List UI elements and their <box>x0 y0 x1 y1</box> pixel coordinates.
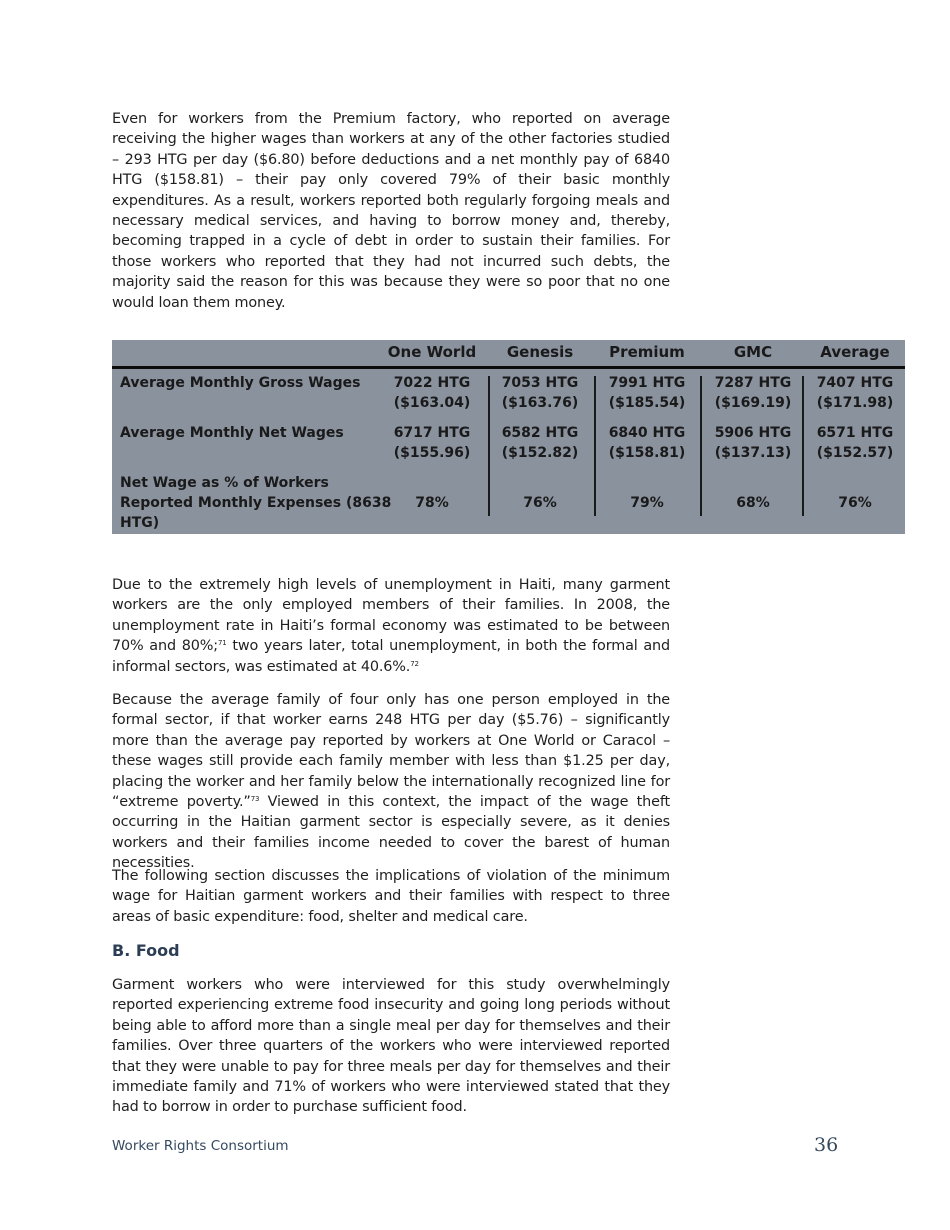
footer-organization: Worker Rights Consortium <box>112 1138 289 1154</box>
paragraph-section-intro: The following section discusses the implications of violation of the minimum wage for Haitian garment workers and their families with respect to three areas of basic expenditure: food, shelter and medical care. <box>112 868 670 925</box>
table-header-genesis: Genesis <box>506 343 574 361</box>
paragraph-family-income <box>112 690 670 874</box>
footnote-ref[interactable]: 73 <box>250 795 260 804</box>
section-heading-food: B. Food <box>112 941 180 960</box>
table-cell: 68% <box>736 495 770 511</box>
table-cell: 7287 HTG ($169.19) <box>714 375 792 411</box>
table-header-one-world: One World <box>387 343 477 361</box>
table-cell: 7407 HTG ($171.98) <box>816 375 894 411</box>
paragraph-text: Viewed in this context, the impact of the wage theft occurring in the Haitian garment sector is especially severe, as it denies workers and their families income needed to cover the barest of human necessities. <box>112 794 670 872</box>
table-cell: 6571 HTG ($152.57) <box>816 425 894 461</box>
table-row-label-percent: Net Wage as % of Workers Reported Monthly Expenses (8638 HTG) <box>120 475 392 531</box>
table-cell: 76% <box>523 495 557 511</box>
footnote-ref[interactable]: 71 <box>217 639 227 648</box>
paragraph-text: Due to the extremely high levels of unemployment in Haiti, many garment workers are the only employed members of their families. In 2008, the unemployment rate in Haiti’s formal economy was estimated to be between 70% and 80%; <box>112 577 670 655</box>
table-row-label-net: Average Monthly Net Wages <box>120 425 344 441</box>
page-number: 36 <box>814 1134 839 1156</box>
table-column-divider <box>594 376 596 516</box>
paragraph-text: two years later, total unemployment, in both the formal and informal sectors, was estimated at 40.6%. <box>112 638 670 675</box>
paragraph-text: Because the average family of four only has one person employed in the formal sector, if that worker earns 248 HTG per day ($5.76) – significantly more than the average pay reported by workers at One World or Caracol – these wages still provide each family member with less than $1.25 per day, placing the worker and her family below the internationally recognized line for “extreme poverty.” <box>112 692 670 811</box>
table-header-average: Average <box>820 343 890 361</box>
table-cell: 7022 HTG ($163.04) <box>393 375 471 411</box>
table-cell: 7053 HTG ($163.76) <box>501 375 579 411</box>
table-header-rule <box>112 366 905 369</box>
table-row-label-gross: Average Monthly Gross Wages <box>120 375 361 391</box>
wage-table <box>112 340 905 534</box>
table-cell: 79% <box>630 495 664 511</box>
table-header-premium: Premium <box>609 343 685 361</box>
footnote-ref[interactable]: 72 <box>410 659 419 668</box>
paragraph-unemployment <box>112 575 670 677</box>
table-cell: 6582 HTG ($152.82) <box>501 425 579 461</box>
table-cell: 6840 HTG ($158.81) <box>608 425 686 461</box>
table-header-gmc: GMC <box>733 343 773 361</box>
table-cell: 78% <box>415 495 449 511</box>
table-cell: 5906 HTG ($137.13) <box>714 425 792 461</box>
paragraph-food-insecurity: Garment workers who were interviewed for this study overwhelmingly reported experiencing extreme food insecurity and going long periods without being able to afford more than a single meal per day for themselves and their families. Over three quarters of the workers who were interviewed reported that they were unable to pay for three meals per day for themselves and their immediate family and 71% of workers who were interviewed stated that they had to borrow in order to purchase sufficient food. <box>112 977 670 1116</box>
table-cell: 7991 HTG ($185.54) <box>608 375 686 411</box>
table-cell: 6717 HTG ($155.96) <box>393 425 471 461</box>
table-cell: 76% <box>838 495 872 511</box>
paragraph-premium-wages: Even for workers from the Premium factory, who reported on average receiving the higher wages than workers at any of the other factories studied – 293 HTG per day ($6.80) before deductions and a net monthly pay of 6840 HTG ($158.81) – their pay only covered 79% of their basic monthly expenditures. As a result, workers reported both regularly forgoing meals and necessary medical services, and having to borrow money and, thereby, becoming trapped in a cycle of debt in order to sustain their families. For those workers who reported that they had not incurred such debts, the majority said the reason for this was because they were so poor that no one would loan them money. <box>112 111 670 311</box>
table-column-divider <box>700 376 702 516</box>
